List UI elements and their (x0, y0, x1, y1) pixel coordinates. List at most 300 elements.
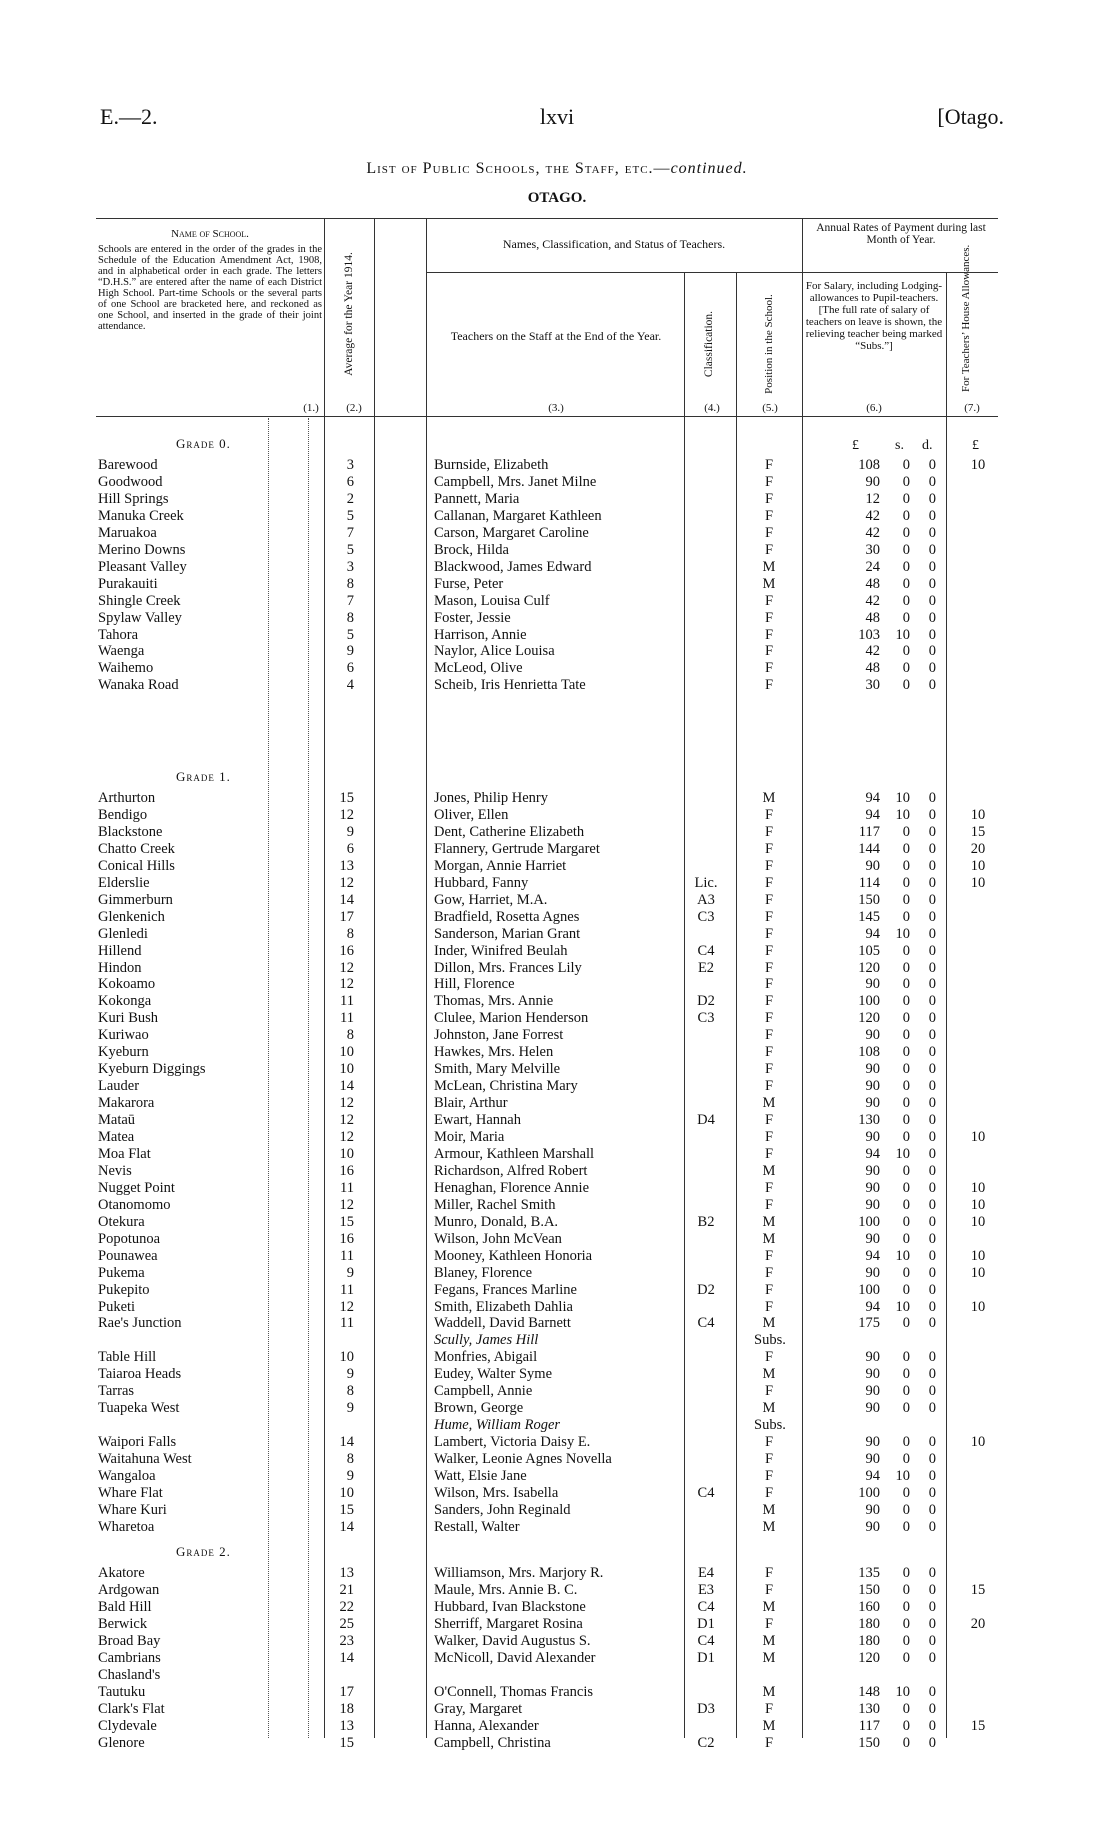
position: F (764, 942, 774, 959)
average-attendance: 12 (339, 1298, 354, 1315)
position: F (764, 1027, 774, 1044)
position: M (762, 790, 776, 806)
salary-pounds: 144 (858, 840, 880, 857)
salary-pounds: 94 (865, 1298, 880, 1315)
salary-shillings: 0 (902, 908, 910, 925)
table-row (96, 1129, 998, 1146)
table-row (96, 1044, 998, 1061)
teacher-name: Callanan, Margaret Kathleen (434, 507, 602, 524)
school-name: Kuri Bush (98, 1010, 159, 1027)
average-attendance: 17 (339, 908, 354, 925)
salary-pounds: 90 (865, 857, 880, 874)
salary-shillings: 0 (902, 1700, 910, 1717)
col-average: Average for the Year 1914. (343, 252, 355, 376)
salary-shillings: 0 (902, 1383, 910, 1400)
table-row (96, 1180, 998, 1197)
average-attendance: 11 (340, 1281, 354, 1298)
salary-shillings: 0 (902, 541, 910, 558)
salary-pounds: 94 (865, 790, 880, 806)
school-name: Taiaroa Heads (98, 1366, 182, 1383)
table-row (96, 790, 998, 807)
average-attendance: 13 (339, 1717, 354, 1734)
school-name: Matea (98, 1129, 135, 1145)
school-name: Table Hill (98, 1349, 157, 1366)
salary-shillings: 0 (902, 558, 910, 575)
table-row (96, 1599, 998, 1616)
average-attendance: 12 (339, 1129, 354, 1145)
position: F (764, 857, 774, 874)
teacher-name: Munro, Donald, B.A. (434, 1213, 559, 1230)
salary-pounds: 175 (858, 1315, 880, 1332)
position: F (764, 823, 774, 840)
table-row (96, 926, 998, 943)
salary-pounds: 120 (858, 1649, 880, 1666)
salary-shillings: 10 (895, 1468, 910, 1484)
average-attendance: 3 (346, 457, 354, 473)
salary-pounds: 90 (865, 1400, 880, 1417)
salary-pounds: 30 (865, 541, 880, 558)
table-row (96, 1400, 998, 1417)
table-row (96, 1468, 998, 1485)
classification: C3 (697, 908, 715, 925)
classification: C4 (697, 1315, 715, 1332)
position: M (762, 1162, 776, 1179)
salary-shillings: 0 (902, 1366, 910, 1383)
salary-pounds: 148 (858, 1683, 880, 1700)
salary-pounds: 94 (865, 925, 880, 942)
salary-pounds: 145 (858, 908, 880, 925)
average-attendance: 11 (340, 1179, 354, 1196)
position: M (762, 1366, 776, 1383)
house-allowance: 10 (970, 857, 986, 874)
classification: C4 (697, 942, 715, 959)
school-name: Pukema (98, 1264, 145, 1281)
table-row (96, 660, 998, 677)
salary-shillings: 0 (902, 1129, 910, 1145)
position: F (764, 1615, 774, 1632)
salary-pence: 0 (928, 1468, 936, 1484)
col-school-note: Schools are entered in the order of the grades in the Schedule of the Education Amendment Act, 1908, and in alphabetical order in each grade. The letters “D.H.S.” are entered after the name of each District High School. Part-time Schools or the several parts of one School are bracketed here, and reckoned as one School, and inserted in the grade of their joint attendance. (98, 244, 322, 332)
table-row (96, 1582, 998, 1599)
teacher-name: Richardson, Alfred Robert (434, 1162, 588, 1179)
table-row (96, 824, 998, 841)
school-name: Waenga (98, 643, 145, 660)
salary-pence: 0 (928, 1400, 936, 1417)
table-row (96, 627, 998, 644)
classification: B2 (697, 1213, 715, 1230)
position: F (764, 925, 774, 942)
teacher-name: Dillon, Mrs. Frances Lily (434, 959, 582, 976)
table-row (96, 1214, 998, 1231)
table-row (96, 1027, 998, 1044)
school-name: Akatore (98, 1565, 145, 1581)
average-attendance: 4 (346, 677, 354, 694)
average-attendance: 12 (339, 806, 354, 823)
average-attendance: 12 (339, 1196, 354, 1213)
average-attendance: 9 (346, 1468, 354, 1484)
house-allowance: 10 (970, 1196, 986, 1213)
average-attendance: 13 (339, 857, 354, 874)
house-allowance: 10 (970, 457, 986, 473)
salary-shillings: 0 (902, 959, 910, 976)
position: M (762, 1683, 776, 1700)
teacher-name: Wilson, John McVean (434, 1230, 562, 1247)
salary-pounds: 42 (865, 507, 880, 524)
salary-shillings: 0 (902, 1451, 910, 1468)
teacher-name: Johnston, Jane Forrest (434, 1027, 564, 1044)
salary-pence: 0 (928, 457, 936, 473)
school-name: Clydevale (98, 1717, 157, 1734)
teacher-name: McLean, Christina Mary (434, 1078, 578, 1095)
average-attendance: 15 (339, 1734, 354, 1751)
teacher-name: Smith, Elizabeth Dahlia (434, 1298, 573, 1315)
salary-pounds: 100 (858, 1281, 880, 1298)
salary-shillings: 0 (902, 643, 910, 660)
unit-label: £ (972, 438, 979, 453)
teacher-name: Carson, Margaret Caroline (434, 524, 589, 541)
school-name: Pleasant Valley (98, 558, 187, 575)
salary-shillings: 0 (902, 942, 910, 959)
table-row (96, 491, 998, 508)
salary-shillings: 0 (902, 1112, 910, 1129)
col-teachers: Teachers on the Staff at the End of the Year. (450, 329, 662, 343)
average-attendance: 10 (339, 1061, 354, 1078)
grade-heading: Grade 1. (176, 769, 231, 784)
salary-shillings: 0 (902, 1061, 910, 1078)
salary-shillings: 0 (902, 1264, 910, 1281)
salary-pence: 0 (928, 1213, 936, 1230)
average-attendance: 6 (346, 473, 354, 490)
teacher-name: Moir, Maria (434, 1129, 505, 1145)
average-attendance: 11 (340, 1247, 354, 1264)
salary-pence: 0 (928, 857, 936, 874)
salary-pence: 0 (928, 1581, 936, 1598)
salary-shillings: 0 (902, 993, 910, 1010)
position: F (764, 1196, 774, 1213)
salary-pounds: 130 (858, 1700, 880, 1717)
position: F (764, 1044, 774, 1061)
salary-pounds: 105 (858, 942, 880, 959)
house-allowance: 10 (970, 1434, 986, 1451)
salary-shillings: 0 (902, 507, 910, 524)
position: F (764, 1247, 774, 1264)
salary-shillings: 10 (895, 806, 910, 823)
teacher-name: Gray, Margaret (434, 1700, 523, 1717)
classification: A3 (697, 891, 715, 908)
school-name: Tuapeka West (98, 1400, 180, 1417)
salary-shillings: 0 (902, 1027, 910, 1044)
average-attendance: 17 (339, 1683, 354, 1700)
average-attendance: 16 (339, 1230, 354, 1247)
teacher-name: Fegans, Frances Marline (434, 1281, 577, 1298)
table-row (96, 474, 998, 491)
table-row (96, 1366, 998, 1383)
salary-pounds: 160 (858, 1598, 880, 1615)
salary-pence: 0 (928, 1010, 936, 1027)
salary-pence: 0 (928, 1734, 936, 1751)
table-row (96, 677, 998, 694)
salary-shillings: 10 (895, 1683, 910, 1700)
salary-pence: 0 (928, 1112, 936, 1129)
table-top-rule (96, 218, 998, 219)
teacher-name: Bradfield, Rosetta Agnes (434, 908, 580, 925)
table-row (96, 1163, 998, 1180)
classification: E4 (697, 1565, 715, 1581)
teacher-name: Jones, Philip Henry (434, 790, 548, 806)
salary-pounds: 100 (858, 993, 880, 1010)
salary-pence: 0 (928, 1061, 936, 1078)
position: M (762, 1632, 776, 1649)
teacher-name: Hawkes, Mrs. Helen (434, 1044, 554, 1061)
average-attendance: 18 (339, 1700, 354, 1717)
table-row (96, 457, 998, 474)
salary-shillings: 0 (902, 575, 910, 592)
school-name: Nevis (98, 1162, 132, 1179)
salary-pounds: 90 (865, 1078, 880, 1095)
salary-pence: 0 (928, 1027, 936, 1044)
teacher-name: Hill, Florence (434, 976, 515, 993)
position: F (764, 1434, 774, 1451)
salary-shillings: 0 (902, 1400, 910, 1417)
teacher-name: Hubbard, Ivan Blackstone (434, 1598, 586, 1615)
school-name: Gimmerburn (98, 891, 173, 908)
table-row (96, 858, 998, 875)
salary-shillings: 0 (902, 840, 910, 857)
table-row (96, 1095, 998, 1112)
position: F (764, 1581, 774, 1598)
position: M (762, 1213, 776, 1230)
salary-pence: 0 (928, 1095, 936, 1112)
house-allowance: 10 (970, 874, 986, 891)
teacher-name: Blaney, Florence (434, 1264, 533, 1281)
salary-pounds: 100 (858, 1213, 880, 1230)
classification: C4 (697, 1598, 715, 1615)
position: F (764, 1734, 774, 1751)
salary-pounds: 48 (865, 609, 880, 626)
house-allowance: 10 (970, 1247, 986, 1264)
position: F (764, 806, 774, 823)
average-attendance: 8 (346, 1027, 354, 1044)
position: F (764, 976, 774, 993)
salary-pounds: 90 (865, 976, 880, 993)
salary-pence: 0 (928, 908, 936, 925)
col-names-head: Names, Classification, and Status of Teachers. (502, 237, 726, 251)
salary-shillings: 0 (902, 976, 910, 993)
salary-pence: 0 (928, 1264, 936, 1281)
salary-pounds: 117 (858, 1717, 880, 1734)
school-name: Wanaka Road (98, 677, 179, 694)
position: F (764, 1565, 774, 1581)
table-row (96, 1282, 998, 1299)
salary-shillings: 0 (902, 1162, 910, 1179)
salary-pence: 0 (928, 626, 936, 643)
salary-shillings: 0 (902, 1649, 910, 1666)
salary-pounds: 130 (858, 1112, 880, 1129)
classification: E2 (697, 959, 715, 976)
school-name: Chatto Creek (98, 840, 175, 857)
position: Subs. (754, 1332, 786, 1349)
salary-pounds: 90 (865, 1179, 880, 1196)
average-attendance: 9 (346, 1366, 354, 1383)
school-name: Ardgowan (98, 1581, 160, 1598)
house-allowance: 10 (970, 1264, 986, 1281)
position: F (764, 1700, 774, 1717)
house-allowance: 10 (970, 806, 986, 823)
unit-label: d. (922, 438, 933, 453)
salary-pounds: 108 (858, 1044, 880, 1061)
school-name: Kokoamo (98, 976, 156, 993)
grade-heading: Grade 2. (176, 1544, 231, 1559)
salary-pence: 0 (928, 490, 936, 507)
col-classification: Classification. (703, 310, 715, 378)
col-num: (7.) (964, 402, 980, 414)
average-attendance: 9 (346, 643, 354, 660)
table-row (96, 1265, 998, 1282)
position: F (764, 1112, 774, 1129)
teacher-name: Scheib, Iris Henrietta Tate (434, 677, 586, 694)
teacher-name: Brown, George (434, 1400, 524, 1417)
salary-pence: 0 (928, 1383, 936, 1400)
table-row (96, 1383, 998, 1400)
table-row (96, 1485, 998, 1502)
table-row (96, 1417, 998, 1434)
col-num: (3.) (548, 402, 564, 414)
school-name: Broad Bay (98, 1632, 161, 1649)
salary-pounds: 12 (865, 490, 880, 507)
school-name: Berwick (98, 1615, 148, 1632)
average-attendance: 21 (339, 1581, 354, 1598)
average-attendance: 7 (346, 524, 354, 541)
average-attendance: 14 (339, 1518, 354, 1535)
salary-shillings: 0 (902, 891, 910, 908)
salary-pounds: 90 (865, 1061, 880, 1078)
teacher-name: Henaghan, Florence Annie (434, 1179, 590, 1196)
teacher-name: Lambert, Victoria Daisy E. (434, 1434, 591, 1451)
house-allowance: 15 (970, 823, 986, 840)
salary-shillings: 0 (902, 874, 910, 891)
table-row (96, 559, 998, 576)
position: F (764, 1179, 774, 1196)
teacher-name: McLeod, Olive (434, 660, 523, 677)
position: F (764, 490, 774, 507)
salary-pence: 0 (928, 1683, 936, 1700)
house-allowance: 15 (970, 1581, 986, 1598)
position: F (764, 1383, 774, 1400)
page-title: List of Public Schools, the Staff, etc.—continued. (366, 160, 748, 177)
school-name: Hillend (98, 942, 142, 959)
salary-pounds: 135 (858, 1565, 880, 1581)
salary-pounds: 90 (865, 1349, 880, 1366)
school-name: Hindon (98, 959, 142, 976)
salary-pence: 0 (928, 1349, 936, 1366)
salary-pounds: 94 (865, 1145, 880, 1162)
teacher-name: Maule, Mrs. Annie B. C. (434, 1581, 578, 1598)
school-name: Moa Flat (98, 1145, 151, 1162)
salary-pounds: 30 (865, 677, 880, 694)
school-name: Puketi (98, 1298, 136, 1315)
school-name: Otekura (98, 1213, 145, 1230)
position: F (764, 1145, 774, 1162)
salary-shillings: 0 (902, 1501, 910, 1518)
average-attendance: 5 (346, 507, 354, 524)
salary-pence: 0 (928, 1484, 936, 1501)
salary-pounds: 150 (858, 1734, 880, 1751)
table-row (96, 610, 998, 627)
salary-shillings: 10 (895, 1247, 910, 1264)
table-row (96, 892, 998, 909)
salary-pence: 0 (928, 1565, 936, 1581)
school-name: Mataū (98, 1112, 136, 1129)
classification: D4 (697, 1112, 715, 1129)
table-row (96, 1061, 998, 1078)
average-attendance: 11 (340, 1315, 354, 1332)
classification: D1 (697, 1615, 715, 1632)
position: Subs. (754, 1417, 786, 1434)
col-school-head: Name of School. (171, 228, 249, 240)
salary-pence: 0 (928, 790, 936, 806)
average-attendance: 12 (339, 976, 354, 993)
table-row (96, 1299, 998, 1316)
teacher-name: O'Connell, Thomas Francis (434, 1683, 594, 1700)
salary-shillings: 0 (902, 1717, 910, 1734)
salary-pence: 0 (928, 925, 936, 942)
teacher-name: Watt, Elsie Jane (434, 1468, 527, 1484)
school-name: Whare Kuri (98, 1501, 167, 1518)
teacher-name: Waddell, David Barnett (434, 1315, 571, 1332)
salary-pounds: 90 (865, 1129, 880, 1145)
teacher-name: Hume, William Roger (434, 1417, 561, 1434)
subheader-rule (426, 272, 998, 273)
salary-pence: 0 (928, 1615, 936, 1632)
school-name: Spylaw Valley (98, 609, 182, 626)
table-row (96, 943, 998, 960)
table-row (96, 1667, 998, 1684)
salary-shillings: 0 (902, 1598, 910, 1615)
table-row (96, 1650, 998, 1667)
teacher-name: Foster, Jessie (434, 609, 511, 626)
school-name: Glenkenich (98, 908, 165, 925)
salary-pounds: 90 (865, 1162, 880, 1179)
teacher-name: Naylor, Alice Louisa (434, 643, 555, 660)
table-row (96, 1519, 998, 1536)
school-name: Cambrians (98, 1649, 161, 1666)
table-row (96, 1684, 998, 1701)
position: M (762, 1230, 776, 1247)
salary-pounds: 94 (865, 1468, 880, 1484)
teacher-name: Mason, Louisa Culf (434, 592, 550, 609)
school-name: Merino Downs (98, 541, 186, 558)
school-name: Kyeburn Diggings (98, 1061, 206, 1078)
school-name: Glenledi (98, 925, 148, 942)
position: F (764, 1281, 774, 1298)
position: M (762, 1400, 776, 1417)
unit-label: £ (852, 438, 859, 453)
page-number: lxvi (539, 104, 575, 129)
average-attendance: 15 (339, 790, 354, 806)
table-row (96, 875, 998, 892)
salary-pounds: 90 (865, 1366, 880, 1383)
position: F (764, 626, 774, 643)
teacher-name: Blair, Arthur (434, 1095, 508, 1112)
position: F (764, 473, 774, 490)
table-row (96, 1718, 998, 1735)
salary-pence: 0 (928, 1717, 936, 1734)
salary-shillings: 0 (902, 1615, 910, 1632)
table-row (96, 525, 998, 542)
salary-shillings: 0 (902, 1434, 910, 1451)
table-row (96, 1565, 998, 1582)
school-name: Clark's Flat (98, 1700, 165, 1717)
